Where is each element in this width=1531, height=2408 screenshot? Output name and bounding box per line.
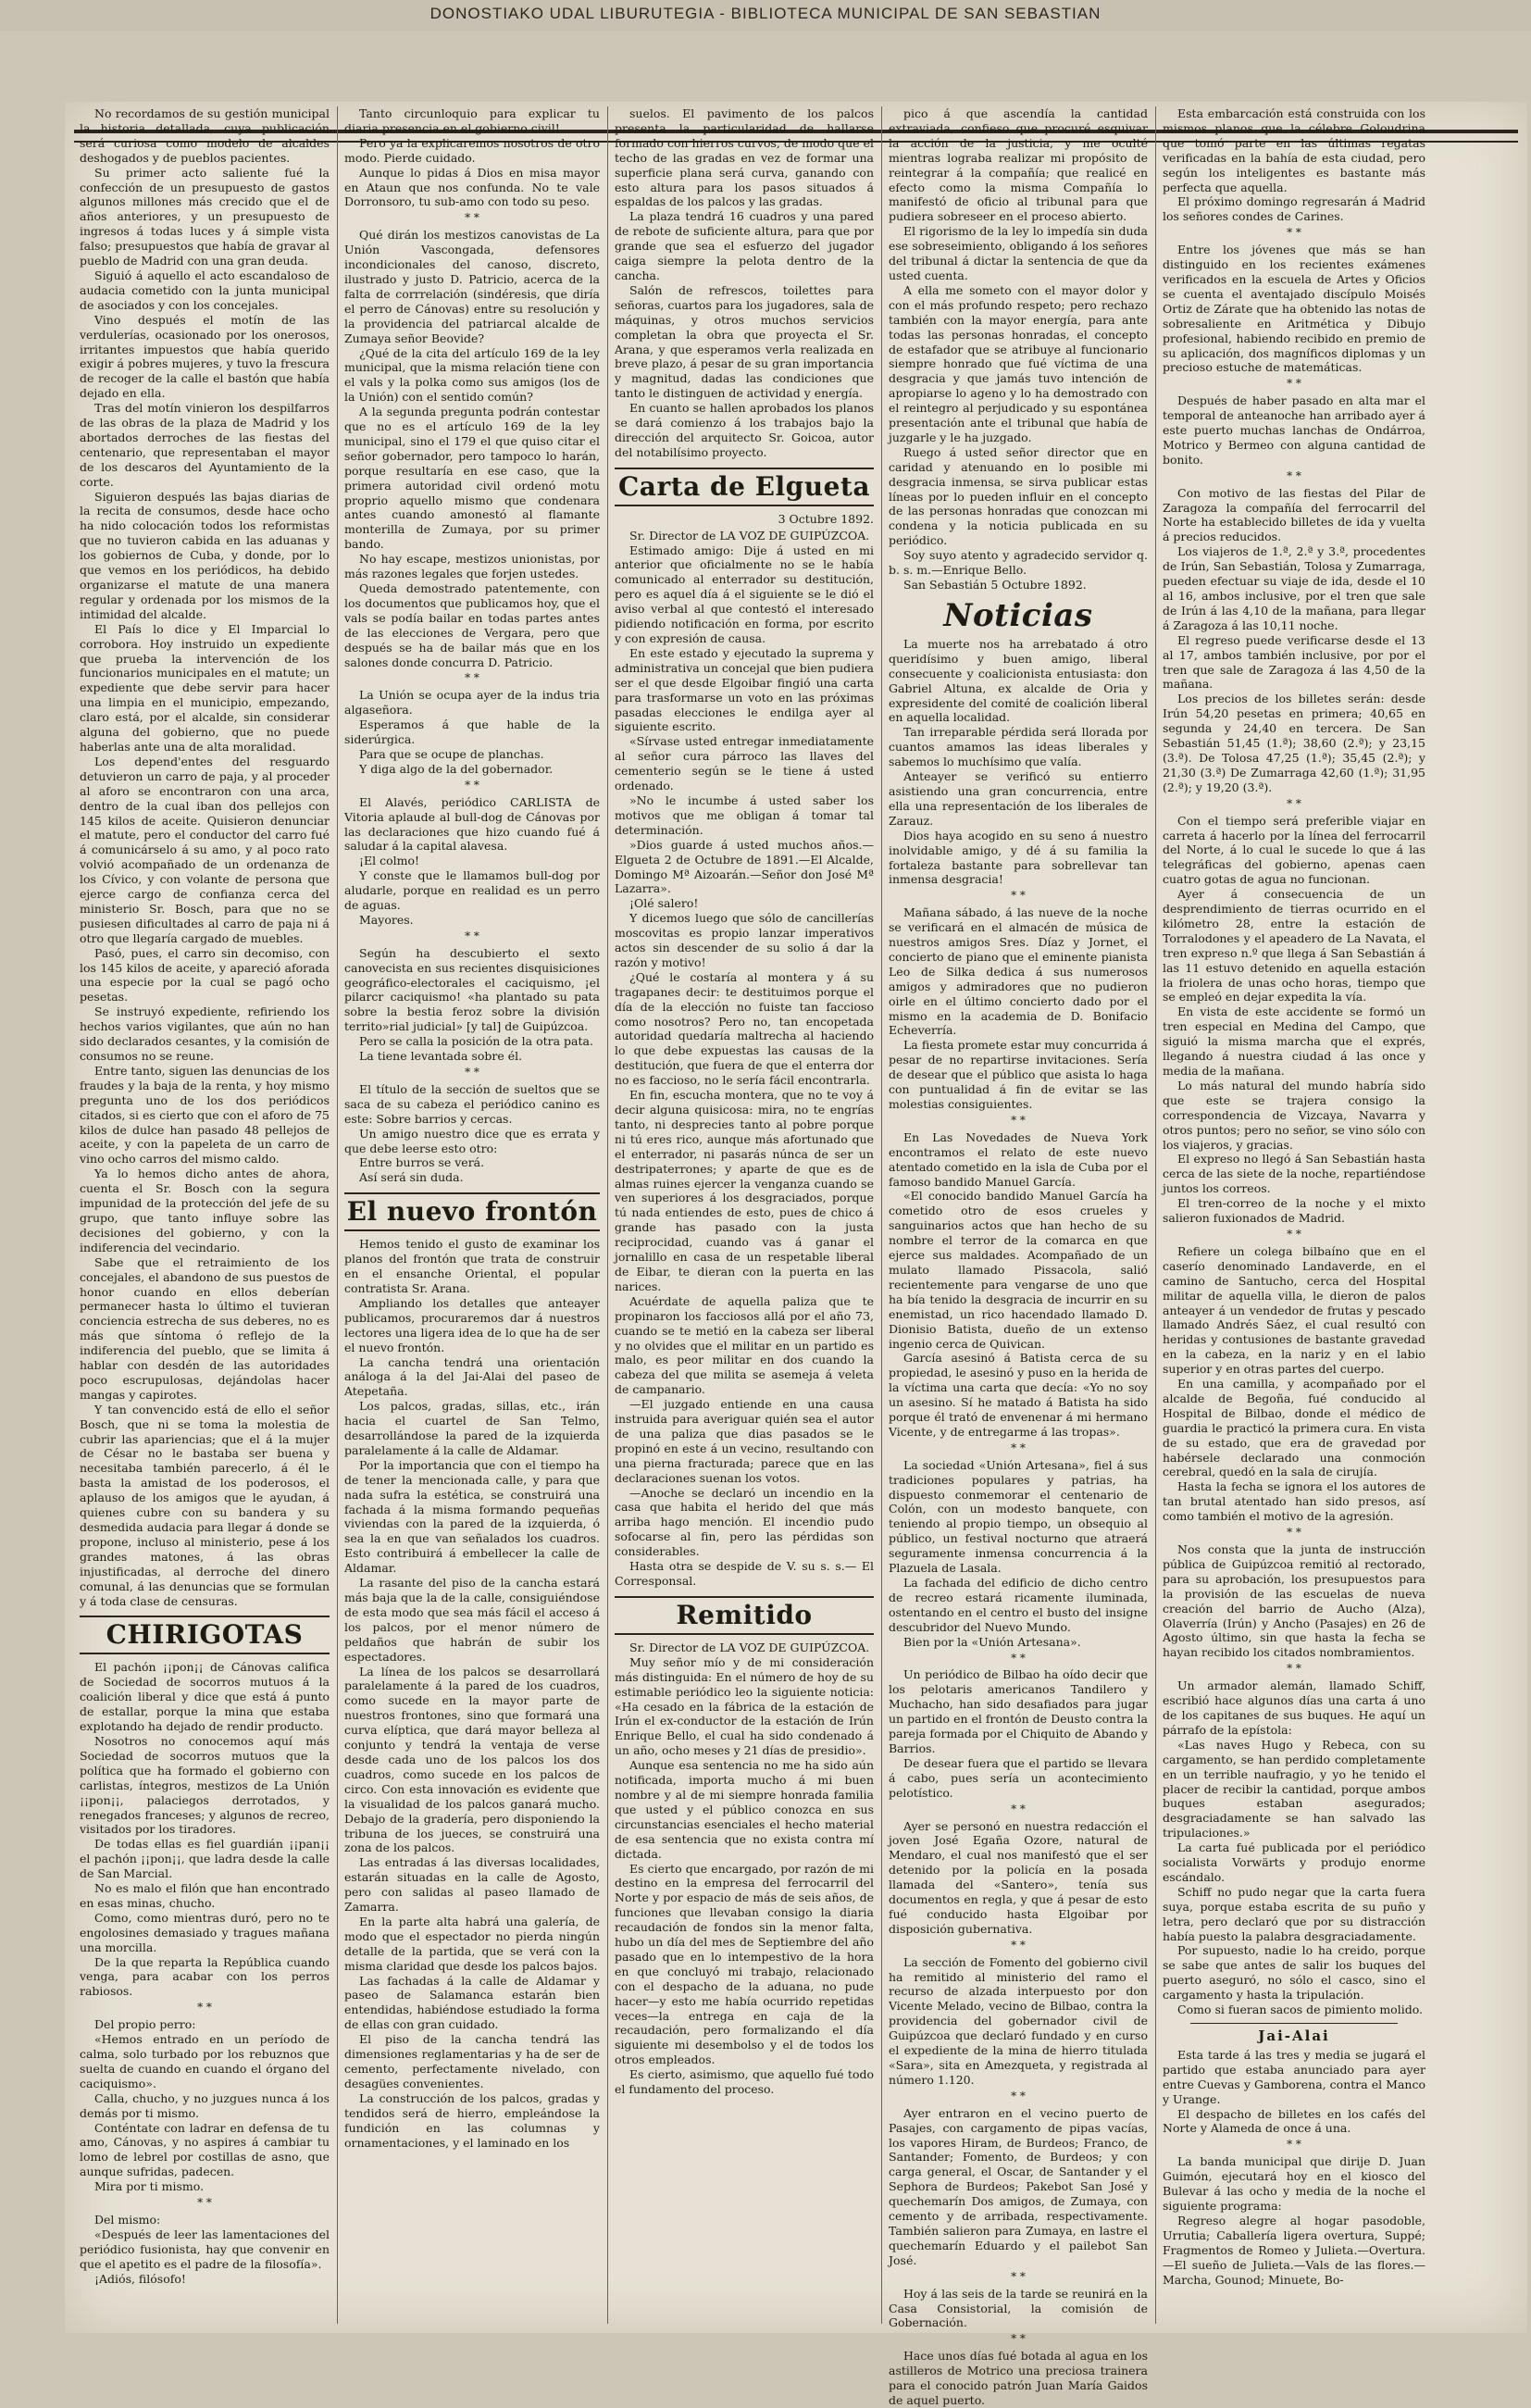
article-paragraph: De desear fuera que el partido se llevara á cabo, pues sería un acontecimiento pelotístico. [889, 1755, 1148, 1800]
article-paragraph: Hasta otra se despide de V. su s. s.— El Corresponsal. [615, 1559, 874, 1588]
article-paragraph: —Anoche se declaró un incendio en la casa que habita el herido del que más arriba hago mención. El incendio pudo sofocarse al fin, pero las pérdidas son considerables. [615, 1485, 874, 1559]
asterism-separator: * * [1011, 1651, 1026, 1665]
asterism-separator: * * [197, 2196, 212, 2210]
article-paragraph: Y conste que le llamamos bull-dog por aludarle, porque en realidad es un perro de aguas. [344, 868, 600, 913]
article-paragraph: Los precios de los billetes serán: desde Irún 54,20 pesetas en primera; 40,65 en segunda y 24,40 en tercera. De San Sebastián 51,45 (1.ª); 38,60 (2.ª); y 23,15 (3.ª). De Tolosa 47,25 (1.ª); 35,45 (2.ª); y 21,30 (3.ª) De Zumarraga 42,60 (1.ª); 31,95 (2.ª); y 19,20 (3.ª). [1163, 692, 1425, 794]
article-paragraph: La rasante del piso de la cancha estará más baja que la de la calle, consiguiéndose de esta modo que sea más fácil el acceso á los palcos, por el menor número de peldaños que habrán de subir los espectadores. [344, 1576, 600, 1664]
archive-header: DONOSTIAKO UDAL LIBURUTEGIA - BIBLIOTECA MUNICIPAL DE SAN SEBASTIAN [0, 0, 1531, 31]
article-paragraph: Anteayer se verificó su entierro asistiendo una gran concurrencia, entre ella una representación de los liberales de Zarauz. [889, 769, 1148, 828]
article-paragraph: Nos consta que la junta de instrucción pública de Guipúzcoa remitió al rectorado, para su aprobación, los presupuestos para la provisión de las escuelas de nueva creación del barrio de Aucho (Alza), Olaverría (Irún) y Ancho (Pasajes) en 26 de Agosto último, sin que hasta la fecha se hayan recibido los citados nombramientos. [1163, 1542, 1425, 1660]
article-paragraph: Acuérdate de aquella paliza que te propinaron los facciosos allá por el año 73, cuando se te metió en la cabeza ser liberal y no olvides que el militar en un partido es malo, es peor militar en dos cuando la cabeza del que milita se asemeja á veleta de campanario. [615, 1293, 874, 1397]
article-paragraph: En una camilla, y acompañado por el alcalde de Begoña, fué conducido al Hospital de Bilbao, donde el médico de guardia le practicó la primera cura. En vista de su estado, que era de gravedad por habérsele declarado una conmoción cerebral, quedó en la sala de cirujía. [1163, 1377, 1425, 1479]
asterism-separator: * * [465, 211, 479, 225]
asterism-separator: * * [1011, 2269, 1026, 2283]
article-paragraph: Ya lo hemos dicho antes de ahora, cuenta el Sr. Bosch con la segura impunidad de la protección del jefe de su grupo, que tanto influye sobre las decisiones del gobierno, y con la indiferencia del vecindario. [80, 1167, 330, 1254]
article-paragraph: Esperamos á que hable de la siderúrgica. [344, 717, 600, 747]
article-paragraph: Como si fueran sacos de pimiento molido. [1177, 2003, 1423, 2017]
article-paragraph: De la que reparta la República cuando venga, para acabar con los perros rabiosos. [80, 1954, 330, 1999]
article-paragraph: No es malo el filón que han encontrado en esas minas, chucho. [80, 1881, 330, 1910]
asterism-separator: * * [1287, 1526, 1301, 1540]
article-paragraph: Mira por ti mismo. [94, 2179, 205, 2194]
article-paragraph: ¿Qué le costaría al montera y á su tragapanes decir: te destituimos porque el día de la elección no fuiste tan faccioso como nosotros? Pero no, tan encopetada autoridad quedaría maltrecha al haciendo lo que debe expuestas las causas de la destitución, que fuera de que el enterra dor no es faccioso, no le sería fácil encontrarla. [615, 969, 874, 1088]
article-paragraph: Hoy á las seis de la tarde se reunirá en la Casa Consistorial, la comisión de Gobernación. [889, 2286, 1148, 2330]
article-paragraph: Es cierto, asimismo, que aquello fué todo el fundamento del proceso. [615, 2067, 874, 2097]
article-paragraph: En este estado y ejecutado la suprema y administrativa un concejal que bien pudiera ser el que desde Elgoibar fingió una carta para trasformarse un voto en las próximas pasadas elecciones le endilga ayer al siguiente escrito. [615, 645, 874, 734]
asterism-separator: * * [1287, 1662, 1301, 1676]
article-paragraph: Siguió á aquello el acto escandaloso de audacia cometido con la junta municipal de asociados y con los concejales. [80, 268, 330, 312]
article-paragraph: Queda demostrado patentemente, con los documentos que publicamos hoy, que el vals se podía bailar en todas partes antes de las elecciones de Vergara, pero que después se ha de bailar más que en los salones donde concurra D. Patricio. [344, 581, 600, 669]
article-paragraph: Así será sin duda. [359, 1170, 464, 1185]
article-paragraph: La tiene levantada sobre él. [359, 1049, 523, 1064]
section-title: Jai-Alai [1258, 2027, 1330, 2044]
article-paragraph: Entre tanto, siguen las denuncias de los fraudes y la baja de la renta, y hoy mismo pregunta uno de los dos periódicos citados, si es cierto que con el aforo de 75 kilos de dulce han pasado 48 pellejos de aceite, y con la papeleta de un carro de vino ocho carros del mismo caldo. [80, 1063, 330, 1167]
article-paragraph: Mayores. [359, 912, 414, 927]
article-paragraph: Los palcos, gradas, sillas, etc., irán hacia el cuartel de San Telmo, desarrollándose la pared de la izquierda paralelamente á la calle de Aldamar. [344, 1399, 600, 1457]
column-divider [607, 106, 608, 2324]
column-5 [1163, 106, 1425, 2310]
section-title: Remitido [615, 1596, 874, 1635]
section-title: Carta de Elgueta [615, 468, 874, 506]
asterism-separator: * * [1011, 1113, 1026, 1127]
asterism-separator: * * [1287, 377, 1301, 391]
article-paragraph: La fachada del edificio de dicho centro de recreo estará ricamente iluminada, ostentando en el centro el busto del insigne descubridor del Nuevo Mundo. [889, 1576, 1148, 1634]
article-paragraph: Vino después el motín de las verdulerías, ocasionado por los onerosos, irritantes impuestos que había querido exigir á pobres mujeres, y tuvo la frescura de recoger de la calle el bastón que había dejado en ella. [80, 312, 330, 401]
asterism-separator: * * [1011, 889, 1026, 903]
article-paragraph: Hemos tenido el gusto de examinar los planos del frontón que trata de construir en el ensanche Oriental, el popular contratista Sr. Arana. [344, 1237, 600, 1295]
article-paragraph: Sabe que el retraimiento de los concejales, el abandono de sus puestos de honor cuando en ellos deberían permanecer hasta lo último el tuvieran conciencia estrecha de sus deberes, no es más que síntoma ó reflejo de la indiferencia del pueblo, que se limita á hablar con desdén de las autoridades poco escrupulosas, dejándolas hacer mangas y capirotes. [80, 1254, 330, 1402]
article-paragraph: El rigorismo de la ley lo impedía sin duda ese sobreseimiento, obligando á los señores del tribunal á dictar la sentencia de que da usted cuenta. [889, 224, 1148, 282]
article-paragraph: «El conocido bandido Manuel García ha cometido otro de esos crueles y sanguinarios actos que han hecho de su nombre el terror de la comarca en que ejerce sus maldades. Acompañado de un mulato llamado Pissacola, salió recientemente para vengarse de uno que ha bía tenido la desgracia de incurrir en su enemistad, un rico hacendado llamado D. Dionisio Batista, dueño de un extenso ingenio cerca de Quivican. [889, 1189, 1148, 1351]
article-paragraph: La construcción de los palcos, gradas y tendidos será de hierro, empleándose la fundición en las columnas y ornamentaciones, y el laminado en los [344, 2090, 600, 2150]
dateline: 3 Octubre 1892. [778, 511, 874, 526]
article-paragraph: San Sebastián 5 Octubre 1892. [903, 578, 1087, 592]
article-paragraph: Hasta la fecha se ignora el los autores de tan brutal atentado han sido presos, así como también el motivo de la agresión. [1163, 1479, 1425, 1524]
article-paragraph: Del mismo: [94, 2212, 161, 2227]
article-paragraph: «Hemos entrado en un período de calma, solo turbado por los rebuznos que suelta de cuando en cuando el órgano del caciquismo». [80, 2032, 330, 2090]
article-paragraph: En la parte alta habrá una galería, de modo que el espectador no pierda ningún detalle de la partida, que se verá con la misma claridad que desde los palcos bajos. [344, 1914, 600, 1973]
article-paragraph: En Las Novedades de Nueva York encontramos el relato de este nuevo atentado cometido en la isla de Cuba por el famoso bandido Manuel García. [889, 1129, 1148, 1189]
article-paragraph: El piso de la cancha tendrá las dimensiones reglamentarias y ha de ser de cemento, perfectamente nivelado, con desagües convenientes. [344, 2032, 600, 2090]
article-paragraph: Según ha descubierto el sexto canovecista en sus recientes disquisiciones geográfico-electorales el caciquismo, ¡el pilarcr caciquismo! «ha plantado su pata sobre la bestia feroz sobre la división territo»rial judicial» [y tal] de Guipúzcoa. [344, 945, 600, 1034]
article-paragraph: No hay escape, mestizos unionistas, por más razones legales que forjen ustedes. [344, 552, 600, 581]
article-paragraph: Soy suyo atento y agradecido servidor q. b. s. m.—Enrique Bello. [889, 548, 1148, 578]
article-paragraph: Calla, chucho, y no juzgues nunca á los demás por ti mismo. [80, 2090, 330, 2120]
article-paragraph: Salón de refrescos, toilettes para señoras, cuartos para los jugadores, sala de máquinas, y otros muchos servicios completan la obra que proyecta el Sr. Arana, y que esperamos verla realizada en breve plazo, á pesar de su gran importancia y magnitud, dadas las condiciones que tanto le distinguen de actividad y energía. [615, 282, 874, 401]
article-paragraph: En cuanto se hallen aprobados los planos se dará comienzo á los trabajos bajo la dirección del arquitecto Sr. Goicoa, autor del notabilísimo proyecto. [615, 401, 874, 459]
article-paragraph: La Unión se ocupa ayer de la indus tria algaseñora. [344, 688, 600, 717]
asterism-separator: * * [1287, 796, 1301, 810]
article-paragraph: Aunque lo pidas á Dios en misa mayor en Ataun que nos confunda. No te vale Dorronsoro, tu sub-amo con todo su peso. [344, 165, 600, 209]
column-3 [615, 106, 874, 2310]
article-paragraph: El expreso no llegó á San Sebastián hasta cerca de las siete de la noche, repartiéndose juntos los correos. [1163, 1152, 1425, 1196]
article-paragraph: En vista de este accidente se formó un tren especial en Medina del Campo, que siguió la misma marcha que el exprés, llegando á nuestra ciudad á las once y media de la mañana. [1163, 1004, 1425, 1078]
article-paragraph: La muerte nos ha arrebatado á otro queridísimo y buen amigo, liberal consecuente y coalicionista entusiasta: don Gabriel Altuna, ex alcalde de Oria y expresidente del comité de coalición liberal en aquella localidad. [889, 636, 1148, 725]
article-paragraph: Un armador alemán, llamado Schiff, escribió hace algunos días una carta á uno de los capitanes de sus buques. He aquí un párrafo de la epístola: [1163, 1678, 1425, 1737]
article-paragraph: El regreso puede verificarse desde el 13 al 17, ambos también inclusive, por por el tren que sale de Zaragoza á las 4,50 de la mañana. [1163, 632, 1425, 692]
article-paragraph: Ruego á usted señor director que en caridad y atenuando en lo posible mi desgracia inmensa, se sirva publicar estas líneas por lo pueden influir en el concepto de las personas honradas que conozcan mi condena y la noticia publicada en su periódico. [889, 444, 1148, 548]
article-paragraph: »Dios guarde á usted muchos años.— Elgueta 2 de Octubre de 1891.—El Alcalde, Domingo Mª Aizoarán.—Señor don José Mª Lazarra». [615, 837, 874, 896]
asterism-separator: * * [465, 1066, 479, 1079]
article-paragraph: Ampliando los detalles que anteayer publicamos, procuraremos dar á nuestros lectores una ligera idea de lo que ha de ser el nuevo frontón. [344, 1295, 600, 1354]
section-title: Noticias [943, 596, 1093, 634]
asterism-separator: * * [1011, 2332, 1026, 2346]
article-paragraph: Los depend'entes del resguardo detuvieron un carro de paja, y al proceder al aforo se encontraron con una arca, dentro de la cual iban dos pellejos con 145 kilos de aceite. Quisieron denunciar el matute, pero el conductor del carro fué á comunicárselo á su amo, y al poco rato volvió acompañado de un ordenanza de los Cívico, y con volante de persona que ejerce cargo de confianza cerca del ministerio Sr. Bosch, para que no se pusiesen dificultades al carro de paja ni á otro que llegaría cargado de muebles. [80, 754, 330, 945]
column-2 [344, 106, 600, 2310]
asterism-separator: * * [1011, 1938, 1026, 1952]
article-paragraph: Tan irreparable pérdida será llorada por cuantos amamos las ideas liberales y sabemos lo muchísimo que valía. [889, 725, 1148, 769]
article-paragraph: pico á que ascendía la cantidad extraviada, confieso que procuré esquivar la acción de la justicia, y me oculté mientras lograba realizar mi propósito de reintegrar á la compañía; que realicé en efecto como la misma Compañía lo manifestó de oficio al tribunal para que pudiera sobreseer en el proceso abierto. [889, 106, 1148, 224]
asterism-separator: * * [1011, 1802, 1026, 1815]
article-paragraph: Schiff no pudo negar que la carta fuera suya, porque estaba escrita de su puño y letra, pero declaró que por su distracción había puesto la palabra desgraciadamente. [1163, 1884, 1425, 1943]
article-paragraph: Dios haya acogido en su seno á nuestro inolvidable amigo, y dé á su familia la fortaleza bastante para sobrellevar tan inmensa desgracia! [889, 828, 1148, 887]
section-rule [1190, 2023, 1398, 2024]
column-divider [1155, 106, 1156, 2324]
article-paragraph: Pero ya la explicaremos nosotros de otro modo. Pierde cuidado. [344, 135, 600, 165]
article-paragraph: ¿Qué de la cita del artículo 169 de la ley municipal, que la misma relación tiene con el vals y la polka como sus amigos (los de la Unión) con el sentido común? [344, 345, 600, 405]
article-paragraph: Pasó, pues, el carro sin decomiso, con los 145 kilos de aceite, y apareció aforada una especie por la cual se pagó ocho pesetas. [80, 945, 330, 1004]
asterism-separator: * * [1011, 1441, 1026, 1454]
article-paragraph: ¡El colmo! [359, 854, 420, 868]
article-paragraph: Tanto circunloquio para explicar tu diaria presencia en el gobierno civil! [344, 106, 600, 135]
article-paragraph: A ella me someto con el mayor dolor y con el más profundo respeto; pero rechazo también con la mayor energía, para ante todas las personas honradas, el concepto de estafador que se atribuye al funcionario siempre honrado que fué víctima de una desgracia y que jamás tuvo intención de apropiarse lo ageno y lo ha demostrado con el reintegro al perjudicado y su espontánea presentación ante el tribunal que había de juzgarle y le ha juzgado. [889, 282, 1148, 444]
article-paragraph: Por la importancia que con el tiempo ha de tener la mencionada calle, y para que nada sufra la estética, se construirá una fachada á la misma formando pequeñas viviendas con la pared de la izquierda, ó sea la en que van señalados los cuadros. Esto contribuirá á embellecer la calle de Aldamar. [344, 1457, 600, 1576]
asterism-separator: * * [1011, 2089, 1026, 2102]
article-paragraph: Sr. Director de LA VOZ DE GUIPÚZCOA. [629, 1640, 870, 1654]
article-paragraph: suelos. El pavimento de los palcos presenta la particularidad de hallarse formado con hierros curvos, de modo que el techo de las gradas en vez de formar una superficie plana será curva, ganando con esto altura para los pasos situados á espaldas de los palcos y las gradas. [615, 106, 874, 209]
asterism-separator: * * [465, 671, 479, 685]
article-paragraph: García asesinó á Batista cerca de su propiedad, le asesinó y puso en la herida de la víctima una carta que decía: «Yo no soy un asesino. Sí he matado á Batista ha sido porque él trató de envenenar á mi hermano Vicente, y de entregarme á las tropas». [889, 1351, 1148, 1439]
article-paragraph: «Sírvase usted entregar inmediatamente al señor cura párroco las llaves del cementerio según se le tiene á usted ordenado. [615, 734, 874, 793]
asterism-separator: * * [465, 778, 479, 792]
column-1 [80, 106, 330, 2310]
article-paragraph: Ayer entraron en el vecino puerto de Pasajes, con cargamento de pipas vacías, los vapores Hiram, de Burdeos; Franco, de Santander; Fomento, de Burdeos; y con carga general, el Oscar, de Santander y el Sephora de Burdeos; Pakebot San José y quechemarín Dos amigos, de Zumaya, con cemento y de arribada, respectivamente. También salieron para Zumaya, en lastre el quechemarín Eduardo y el pailebot San José. [889, 2105, 1148, 2267]
article-paragraph: En fin, escucha montera, que no te voy á decir alguna quisicosa: mira, no te engrías tanto, ni desprecies tanto al pobre porque ni tú eres rico, aunque más afortunado que el enterrador, ni pasarás núnca de ser un destripaterrones; y aparte de que es de almas ruines ejercer la venganza cuando se ven superiores á los desgraciados, porque tú nada entiendes de esto, pues de chico á grande has pasado con la justa reciprocidad, cuando vas á ganar el jornalillo en casa de un respetable liberal de Eibar, te dieran con la puerta en las narices. [615, 1088, 874, 1293]
asterism-separator: * * [197, 2001, 212, 2015]
column-divider [337, 106, 338, 2324]
article-paragraph: La plaza tendrá 16 cuadros y una pared de rebote de suficiente altura, para que por grande que sea el esfuerzo del jugador caiga siempre la pelota dentro de la cancha. [615, 209, 874, 282]
article-paragraph: No recordamos de su gestión municipal la historia detallada, cuya publicación será curiosa como modelo de alcaldes deshogados y de pueblos pacientes. [80, 106, 330, 165]
article-paragraph: «Las naves Hugo y Rebeca, con su cargamento, se han perdido completamente en un terrible naufragio, y yo he tenido el placer de recibir la cantidad, porque ambos buques estaban asegurados; desgraciadamente se han salvado las tripulaciones.» [1163, 1737, 1425, 1840]
article-paragraph: Nosotros no conocemos aquí más Sociedad de socorros mutuos que la política que ha formado el gobierno con carlistas, íntegros, mestizos de La Unión ¡¡pon¡¡, palaciegos derrotados, y renegados franceses; y algunos de recreo, visitados por los tiradores. [80, 1733, 330, 1837]
article-paragraph: Qué dirán los mestizos canovistas de La Unión Vascongada, defensores incondicionales del canoso, discreto, ilustrado y justo D. Patricio, acerca de la falta de corrrelación (sindéresis, que diría el perro de Cánovas) entre su resolución y la providencia del patriarcal alcalde de Zumaya señor Beovide? [344, 228, 600, 345]
article-paragraph: Las entradas á las diversas localidades, estarán situadas en la calle de Agosto, pero con salidas al paseo llamado de Zamarra. [344, 1855, 600, 1915]
article-paragraph: Pero se calla la posición de la otra pata. [359, 1034, 593, 1049]
article-paragraph: El pachón ¡¡pon¡¡ de Cánovas califica de Sociedad de socorros mutuos á la coalición liberal y dice que está á punto de estallar, porque la mina que estaba explotando ha dejado de rendir producto. [80, 1660, 330, 1734]
article-paragraph: »No le incumbe á usted saber los motivos que me obligan á tomar tal determinación. [615, 792, 874, 837]
article-paragraph: Tras del motín vinieron los despilfarros de las obras de la plaza de Madrid y los abortados derroches de las fiestas del centenario, que representaban el mayor de los descaros del Ayuntamiento de la corte. [80, 401, 330, 489]
article-paragraph: Bien por la «Unión Artesana». [903, 1634, 1081, 1649]
article-paragraph: Y diga algo de la del gobernador. [359, 761, 554, 776]
column-4 [889, 106, 1148, 2407]
asterism-separator: * * [1287, 468, 1301, 482]
article-paragraph: El Alavés, periódico CARLISTA de Vitoria aplaude al bull-dog de Cánovas por las declaraciones que hizo cuando fué á saludar á la capital alavesa. [344, 794, 600, 854]
article-paragraph: Hace unos días fué botada al agua en los astilleros de Motrico una preciosa trainera para el conocido patrón Juan María Gaidos de aquel puerto. [889, 2349, 1148, 2407]
article-paragraph: El próximo domingo regresarán á Madrid los señores condes de Carines. [1163, 194, 1425, 224]
article-paragraph: El País lo dice y El Imparcial lo corrobora. Hoy instruido un expediente que prueba la intervención de los funcionarios municipales en el matute; un expediente que debe servir para hacer una limpia en el municipio, empezando, claro está, por el alcalde, sin considerar alguna del gobierno, que no puede haberlas ante una de alta moralidad. [80, 621, 330, 754]
article-paragraph: Un periódico de Bilbao ha oído decir que los pelotaris americanos Tandilero y Muchacho, han sido desafiados para jugar un partido en el frontón de Deusto contra la pareja formada por el Chiquito de Abando y Barrios. [889, 1667, 1148, 1755]
article-paragraph: La cancha tendrá una orientación análoga á la del Jai-Alai del paseo de Atepetaña. [344, 1354, 600, 1399]
article-paragraph: Después de haber pasado en alta mar el temporal de anteanoche han arribado ayer á este puerto muchas lanchas de Ondárroa, Motrico y Bermeo con alguna cantidad de bonito. [1163, 393, 1425, 467]
article-paragraph: ¡Adiós, filósofo! [94, 2271, 186, 2286]
asterism-separator: * * [1287, 1227, 1301, 1241]
article-paragraph: Se instruyó expediente, refiriendo los hechos varios vigilantes, que aún no han sido declarados cesantes, y la comisión de consumos no se reune. [80, 1004, 330, 1063]
article-paragraph: Muy señor mío y de mi consideración más distinguida: En el número de hoy de su estimable periódico leo la siguiente noticia: «Ha cesado en la fábrica de la estación de Irún el ex-conductor de la estación de Irún Enrique Bello, el cual ha sido condenado á un año, ocho meses y 21 días de presidio». [615, 1654, 874, 1758]
article-paragraph: Para que se ocupe de planchas. [359, 746, 544, 761]
article-paragraph: El despacho de billetes en los cafés del Norte y Alameda de once á una. [1163, 2106, 1425, 2136]
article-paragraph: Con el tiempo será preferible viajar en carreta á hacerlo por la línea del ferrocarril del Norte, á lo cual le sucede lo que á las telegráficas del gobierno, apenas caen cuatro gotas de agua no funcionan. [1163, 813, 1425, 887]
article-paragraph: Entre los jóvenes que más se han distinguido en los recientes exámenes verificados en la escuela de Artes y Oficios se cuenta el aventajado discípulo Moisés Ortiz de Zárate que ha obtenido las notas de sobresaliente en Aritmética y Dibujo profesional, habiendo recibido en premio de su aplicación, dos magníficos diplomas y un precioso estuche de matemáticas. [1163, 243, 1425, 375]
article-paragraph: Ayer se personó en nuestra redacción el joven José Egaña Ozore, natural de Mendaro, el cual nos manifestó que el ser detenido por la policía en la posada llamada del «Santero», tenía sus documentos en regla, y que á pesar de esto fué conducido hasta Elgoibar por disposición gubernativa. [889, 1818, 1148, 1936]
article-paragraph: ¡Olé salero! [629, 896, 699, 911]
article-paragraph: Como, como mientras duró, pero no te engolosines demasiado y tragues mañana una morcilla. [80, 1910, 330, 1954]
article-paragraph: Estimado amigo: Dije á usted en mi anterior que oficialmente no se le había comunicado al enterrador su destitución, pero es aquel día á el siguiente se le dió el aviso verbal al que contestó el interesado pidiendo notificación en forma, por escrito y con expresión de causa. [615, 543, 874, 645]
article-paragraph: La banda municipal que dirije D. Juan Guimón, ejecutará hoy en el kiosco del Bulevar á las ocho y media de la noche el siguiente programa: [1163, 2154, 1425, 2213]
article-paragraph: Esta tarde á las tres y media se jugará el partido que estaba anunciado para ayer entre Cuevas y Gamborena, contra el Manco y Urange. [1163, 2047, 1425, 2106]
article-paragraph: Mañana sábado, á las nueve de la noche se verificará en el almacén de música de nuestros amigos Sres. Díaz y Jornet, el concierto de piano que el eminente pianista Leo de Silka dedica á sus numerosos amigos y admiradores que no pudieron oirle en el último concierto dado por el mismo en la academia de D. Bonifacio Echeverría. [889, 905, 1148, 1038]
section-title: El nuevo frontón [344, 1192, 600, 1231]
article-paragraph: Aunque esa sentencia no me ha sido aún notificada, importa mucho á mi buen nombre y al de mi siempre honrada familia que usted y el público conozca en sus circunstancias esenciales el hecho material de esa sentencia que no exista contra mí dictada. [615, 1758, 874, 1861]
column-divider [881, 106, 882, 2324]
asterism-separator: * * [465, 929, 479, 942]
article-paragraph: La línea de los palcos se desarrollará paralelamente á la pared de los cuadros, como sucede en la mayor parte de nuestros frontones, sino que formará una curva elíptica, que dará mayor belleza al conjunto y tendrá la ventaja de verse desde cada uno de los palcos los dos cuadros, como sucede en los palcos de circo. Con esta innovación es evidente que la visualidad de los palcos ganará mucho. Debajo de la gradería, pero disponiendo la tribuna de los jueces, se construirá una zona de los palcos. [344, 1664, 600, 1855]
article-paragraph: Esta embarcación está construida con los mismos planos que la célebre Goloudrina que tomó parte en las últimas regatas verificadas en la bahía de esta ciudad, pero según los inteligentes es bastante más perfecta que aquella. [1163, 106, 1425, 194]
article-paragraph: «Después de leer las lamentaciones del periódico fusionista, hay que convenir en que el apetito es el padre de la filosofía». [80, 2227, 330, 2271]
article-paragraph: Es cierto que encargado, por razón de mi destino en la empresa del ferrocarril del Norte y por espacio de más de seis años, de funciones que llevaban consigo la diaria recaudación de fondos sin la menor falta, hubo un día del mes de Septiembre del año pasado que en lo intempestivo de la hora en que concluyó mi trabajo, relacionado con el despacho de la aduana, no pude hacer—y esto me había ocurrido repetidas veces—la entrega en caja de la recaudación, pero formalizando el día siguiente mi desembolso y el de todos los otros empleados. [615, 1861, 874, 2067]
article-paragraph: A la segunda pregunta podrán contestar que no es el artículo 169 de la ley municipal, sino el 179 el que quiso citar el señor gobernador, pero tampoco lo harán, porque resultaría en ese caso, que la primera autoridad civil ordenó motu proprio aquello mismo que condenara antes cuando amonestó al flamante monterilla de Zumaya, por su primer bando. [344, 405, 600, 552]
section-title: CHIRIGOTAS [80, 1616, 330, 1654]
article-paragraph: La sección de Fomento del gobierno civil ha remitido al ministerio del ramo el recurso de alzada interpuesto por don Vicente Melado, vecino de Bilbao, contra la providencia del gobernador civil de Guipúzcoa que declaró fundado y en curso el expediente de la mina de hierro titulada «Sara», sita en Amezqueta, y registrada al número 1.120. [889, 1954, 1148, 2087]
article-paragraph: La fiesta promete estar muy concurrida á pesar de no repartirse invitaciones. Sería de desear que el público que asista lo haga con puntualidad á fin de evitar se las molestias consiguientes. [889, 1038, 1148, 1111]
asterism-separator: * * [1287, 2138, 1301, 2152]
article-paragraph: La carta fué publicada por el periódico socialista Vorwärts y produjo enorme escándalo. [1163, 1840, 1425, 1884]
article-paragraph: Del propio perro: [94, 2017, 196, 2032]
article-paragraph: Refiere un colega bilbaíno que en el caserío denominado Landaverde, en el camino de Santucho, cerca del Hospital militar de aquella villa, le dieron de palos anteayer á un vendedor de frutas y pescado llamado Andrés Sáez, el cual resultó con heridas y contusiones de bastante gravedad en la cabeza, en la nariz y en el labio superior y en otras partes del cuerpo. [1163, 1243, 1425, 1377]
article-paragraph: Su primer acto saliente fué la confección de un presupuesto de gastos algunos millones más crecido que el de años anteriores, y un presupuesto de ingresos á todas luces y á simple vista falso; presupuestos que había de gravar al pueblo de Madrid con una gran deuda. [80, 165, 330, 268]
article-paragraph: Por supuesto, nadie lo ha creido, porque se sabe que antes de salir los buques del puerto aseguró, no sólo el casco, sino el cargamento y hasta la tripulación. [1163, 1943, 1425, 2003]
article-paragraph: Ayer á consecuencia de un desprendimiento de tierras ocurrido en el kilómetro 28, entre la estación de Torralodones y el apeadero de La Navata, el tren expreso n.º que llega á San Sebastián á las 11 estuvo detenido en aquella estación la friolera de unas ocho horas, tiempo que se empleó en dejar expedita la vía. [1163, 887, 1425, 1004]
article-paragraph: —El juzgado entiende en una causa instruida para averiguar quién sea el autor de una paliza que dias pasados se le propinó en este á un vecino, resultando con una pierna fracturada; parece que en las declaraciones suenan los votos. [615, 1397, 874, 1485]
article-paragraph: Conténtate con ladrar en defensa de tu amo, Cánovas, y no aspires á cambiar tu lomo de lebrel por costillas de asno, que aunque sufridas, padecen. [80, 2120, 330, 2179]
article-paragraph: De todas ellas es fiel guardián ¡¡pan¡¡ el pachón ¡¡pon¡¡, que ladra desde la calle de San Marcial. [80, 1837, 330, 1881]
asterism-separator: * * [1287, 226, 1301, 240]
article-paragraph: Lo más natural del mundo habría sido que este se trajera consigo la correspondencia de Vizcaya, Navarra y otros puntos; pero no señor, se vino sólo con los viajeros, y gracias. [1163, 1078, 1425, 1152]
article-paragraph: Regreso alegre al hogar pasodoble, Urrutia; Caballería ligera overtura, Suppé; Fragmentos de Romeo y Julieta.—Overtura.—El sueño de Julieta.—Vals de las flores.—Marcha, Gounod; Minuete, Bo- [1163, 2213, 1425, 2287]
article-paragraph: La sociedad «Unión Artesana», fiel á sus tradiciones populares y patrias, ha dispuesto conmemorar el centenario de Colón, con un modesto banquete, con teniendo al propio tiempo, un obsequio al público, un festival nocturno que atraerá seguramente inmensa concurrencia á la Plazuela de Lasala. [889, 1457, 1148, 1576]
article-paragraph: Sr. Director de LA VOZ DE GUIPÚZCOA. [629, 528, 870, 543]
article-paragraph: Entre burros se verá. [359, 1155, 485, 1170]
article-paragraph: El título de la sección de sueltos que se saca de su cabeza el periódico canino es este: Sobre barrios y cercas. [344, 1081, 600, 1126]
article-paragraph: Y dicemos luego que sólo de cancillerías moscovitas es propio lanzar imperativos actos sin descender de su solio á dar la razón y motivo! [615, 911, 874, 969]
article-paragraph: Un amigo nuestro dice que es errata y que debe leerse esto otro: [344, 1126, 600, 1155]
article-paragraph: Las fachadas á la calle de Aldamar y paseo de Salamanca estarán bien entendidas, habiéndose estudiado la forma de ellas con gran cuidado. [344, 1973, 600, 2032]
article-paragraph: Los viajeros de 1.ª, 2.ª y 3.ª, procedentes de Irún, San Sebastián, Tolosa y Zumarraga, pueden efectuar su viaje de ida, desde el 10 al 16, ambos inclusive, por el tren que sale de Irún á las 4,10 de la mañana, para llegar á Zaragoza á las 10,11 noche. [1163, 544, 1425, 632]
article-paragraph: Con motivo de las fiestas del Pilar de Zaragoza la compañía del ferrocarril del Norte ha establecido billetes de ida y vuelta á precios reducidos. [1163, 485, 1425, 544]
article-paragraph: Siguieron después las bajas diarias de la recita de consumos, desde hace ocho ha nido colocación todos los reformistas que no tuvieron cabida en las aduanas y los gobiernos de Cuba, y donde, por lo que vemos en los periódicos, ha debido organizarse el matute de una manera regular y ordenada por los mismos de la intimidad del alcalde. [80, 489, 330, 621]
article-paragraph: Y tan convencido está de ello el señor Bosch, que ni se toma la molestia de cubrir las apariencias; que el á la mujer de César no le bastaba ser buena y necesitaba también parecerlo, á él le basta la amistad de los poderosos, el aplauso de los amigos que le ayudan, á quienes cubre con su bandera y su desmedida audacia para llegar á donde se propone, incluso al ministerio, pese á los grandes matones, á las obras injustificadas, al derroche del dinero comunal, á las denuncias que se formulan y á toda clase de censuras. [80, 1402, 330, 1608]
article-paragraph: El tren-correo de la noche y el mixto salieron fuxionados de Madrid. [1163, 1196, 1425, 1226]
